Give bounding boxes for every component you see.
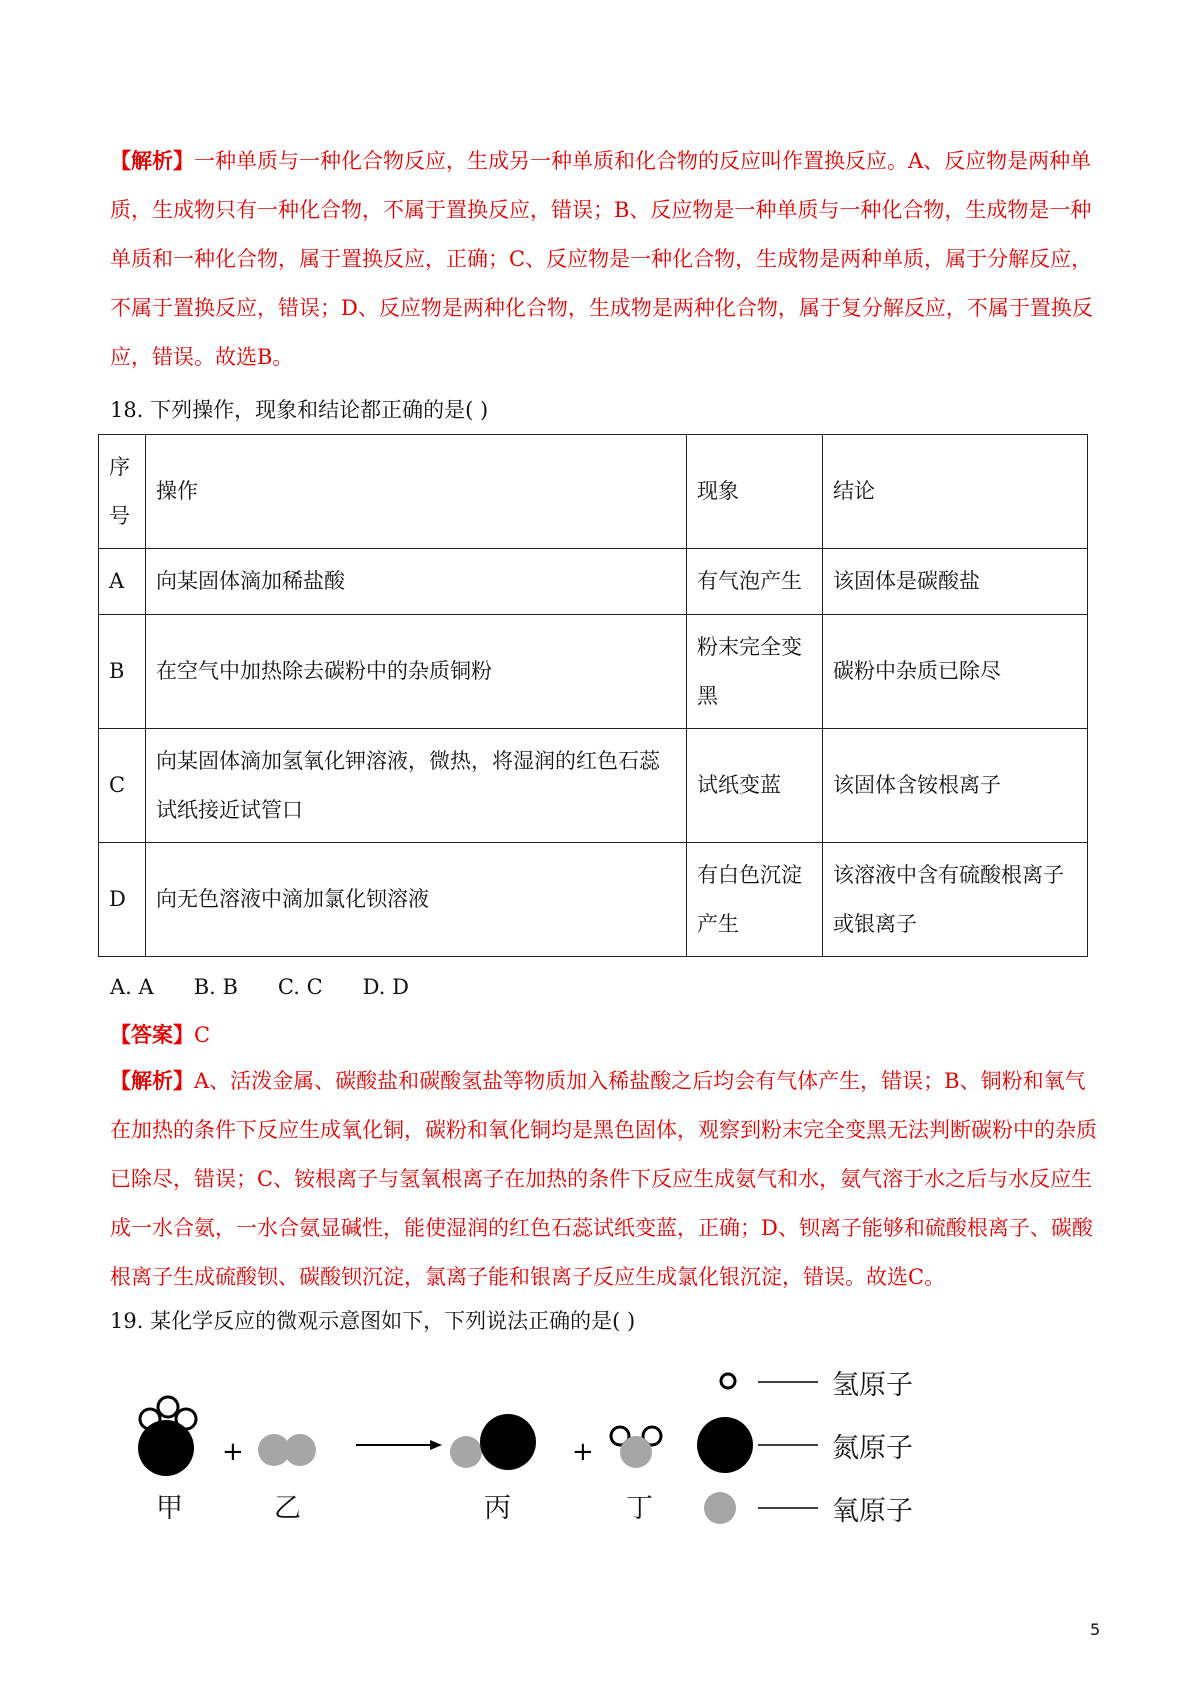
label-jia: 甲 [156,1493,183,1524]
analysis-text: A、活泼金属、碳酸盐和碳酸氢盐等物质加入稀盐酸之后均会有气体产生，错误；B、铜粉和氧气在加热的条件下反应生成氧化铜，碳粉和氧化铜均是黑色固体，观察到粉末完全变黑无法判断碳粉中的杂质已除尽，错误；C、铵根离子与氢氧根离子在加热的条件下反应生成氨气和水，氨气溶于水之后与水反应生成一水合氨，一水合氨显碱性，能使湿润的红色石蕊试纸变蓝，正确；D、钡离子能够和硫酸根离子、碳酸根离子生成硫酸钡、碳酸钡沉淀，氯离子能和银离子反应生成氯化银沉淀，错误。故选C。 [110,1069,1097,1289]
row-conclusion: 碳粉中杂质已除尽 [823,615,1088,729]
row-phenomenon: 有气泡产生 [687,549,823,615]
legend-hydrogen: 氢原子 [832,1370,913,1401]
label-yi: 乙 [274,1493,301,1524]
question-18-options [110,972,449,1002]
option-b: B. B [193,975,238,999]
table-row [99,549,1088,615]
analysis-18 [110,1056,1100,1302]
molecule-yi [258,1434,316,1466]
molecule-jia [138,1397,196,1476]
nitrogen-legend-icon [697,1417,753,1473]
row-phenomenon: 粉末完全变黑 [687,615,823,729]
molecule-ding [611,1427,661,1468]
legend-oxygen: 氧原子 [832,1496,913,1527]
option-a: A. A [110,975,154,999]
reaction-arrow [356,1440,442,1450]
row-operation: 在空气中加热除去碳粉中的杂质铜粉 [146,615,687,729]
row-phenomenon: 有白色沉淀产生 [687,843,823,957]
row-operation: 向某固体滴加氢氧化钾溶液，微热，将湿润的红色石蕊试纸接近试管口 [146,729,687,843]
option-c: C. C [277,975,323,999]
label-ding: 丁 [626,1493,653,1524]
header-phenomenon: 现象 [687,435,823,549]
legend-nitrogen: 氮原子 [832,1433,913,1464]
header-index-text: 序号 [109,454,130,528]
oxygen-legend-icon [704,1492,736,1524]
nitrogen-atom [480,1414,536,1470]
nitrogen-atom [138,1420,194,1476]
question-19-stem: 19. 某化学反应的微观示意图如下，下列说法正确的是( ) [110,1309,636,1333]
row-conclusion: 该固体含铵根离子 [823,729,1088,843]
oxygen-atom [284,1434,316,1466]
row-id: B [99,615,146,729]
table-row [99,729,1088,843]
row-id: D [99,843,146,957]
legend [697,1374,818,1524]
row-conclusion: 该溶液中含有硫酸根离子或银离子 [823,843,1088,957]
row-operation: 向某固体滴加稀盐酸 [146,549,687,615]
analysis-tag: 【解析】 [110,148,194,173]
row-operation: 向无色溶液中滴加氯化钡溶液 [146,843,687,957]
table-header-row [99,435,1088,549]
plus-sign: + [572,1437,594,1467]
table-row [99,615,1088,729]
plus-sign: + [222,1437,244,1467]
header-conclusion: 结论 [823,435,1088,549]
answer-value: C [194,1023,211,1047]
page-number: 5 [1090,1620,1101,1639]
option-d: D. D [362,975,409,999]
reaction-diagram [0,1360,1200,1560]
hydrogen-legend-icon [721,1374,735,1388]
question-18-stem: 18. 下列操作，现象和结论都正确的是( ) [110,398,489,422]
analysis-text: 一种单质与一种化合物反应，生成另一种单质和化合物的反应叫作置换反应。A、反应物是两种单质，生成物只有一种化合物，不属于置换反应，错误；B、反应物是一种单质与一种化合物，生成物是一种单质和一种化合物，属于置换反应，正确；C、反应物是一种化合物，生成物是两种单质，属于分解反应，不属于置换反应，错误；D、反应物是两种化合物，生成物是两种化合物，属于复分解反应，不属于置换反应，错误。故选B。 [110,149,1093,369]
label-bing: 丙 [484,1493,511,1524]
header-index [99,435,146,549]
oxygen-atom [620,1436,652,1468]
question-18-table [98,434,1088,957]
molecule-bing [450,1414,536,1470]
analysis-tag: 【解析】 [110,1068,194,1093]
table-row [99,843,1088,957]
header-operation: 操作 [146,435,687,549]
oxygen-atom [450,1436,482,1468]
row-id: C [99,729,146,843]
row-conclusion: 该固体是碳酸盐 [823,549,1088,615]
question-18-answer [110,1020,210,1050]
answer-tag: 【答案】 [110,1022,194,1047]
row-id: A [99,549,146,615]
row-phenomenon: 试纸变蓝 [687,729,823,843]
analysis-17 [110,136,1100,382]
hydrogen-atom [158,1397,178,1417]
